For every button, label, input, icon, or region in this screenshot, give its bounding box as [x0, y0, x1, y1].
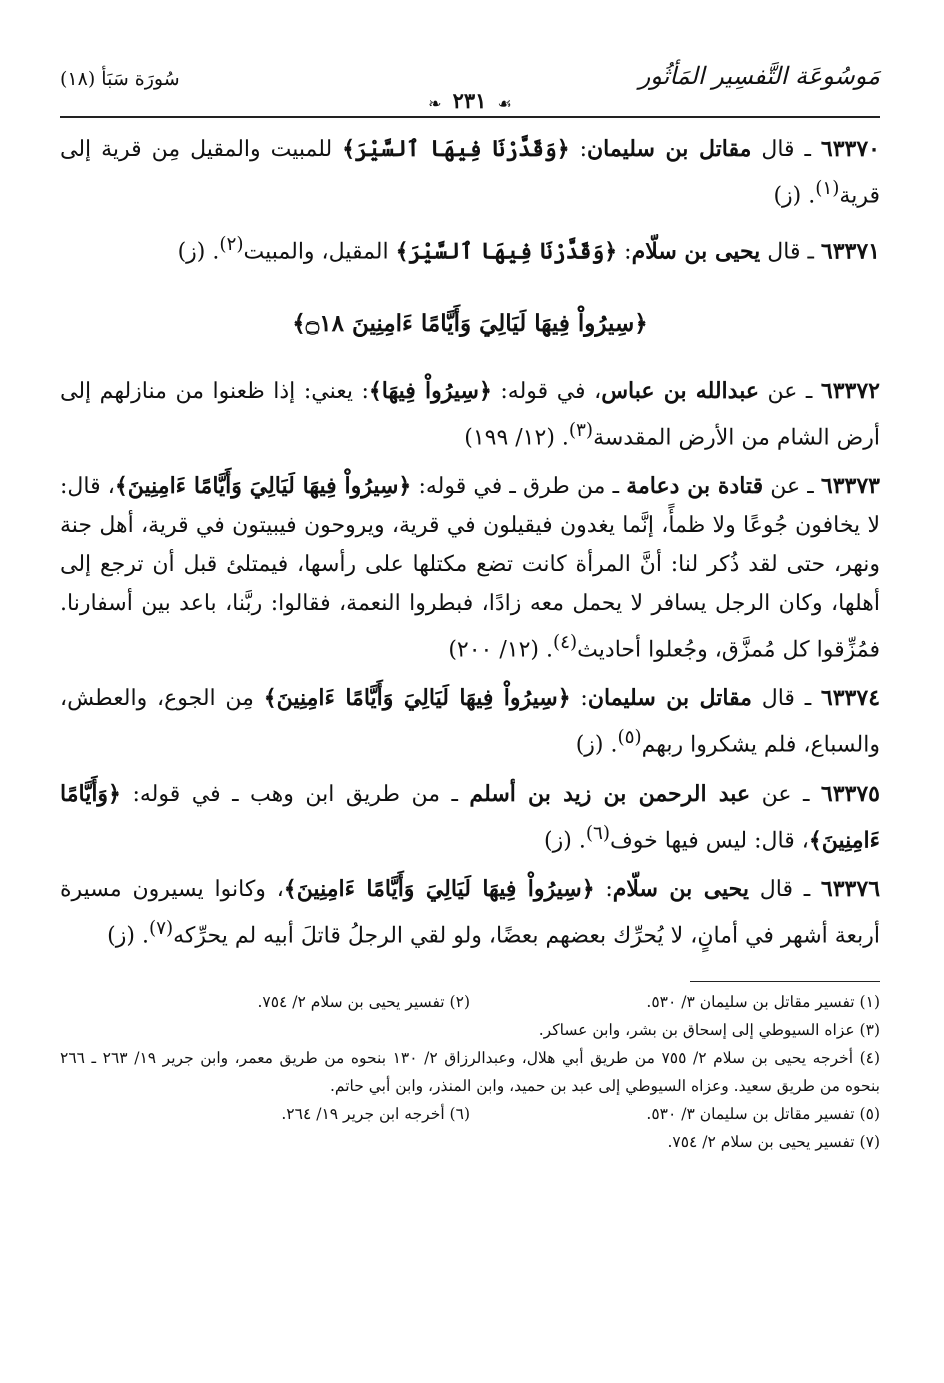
footnote: (٤) أخرجه يحيى بن سلام ٢/ ٧٥٥ من طريق أبي هلال، وعبدالرزاق ٢/ ١٣٠ بنحوه من طريق معمر، وابن جرير ١٩/ ٢٦٣ ـ ٢٦٦ بنحوه من طريق سعيد. وعزاه السيوطي إلى عبد بن حميد، وابن المنذر، وابن أبي حاتم.	[60, 1049, 881, 1096]
footnote-marker: (٤)	[553, 631, 578, 653]
footnote: (٢) تفسير يحيى بن سلام ٢/ ٧٥٤.	[257, 993, 470, 1012]
narrator-name: قتادة بن دعامة	[626, 472, 764, 499]
narration-entry: ٦٣٣٧٥ ـ عن عبد الرحمن بن زيد بن أسلم ـ من طريق ابن وهب ـ في قوله: ﴿وَأَيَّامًا ءَامِنِينَ﴾، قال: ليس فيها خوف$^{(٦)}$. (ز)	[60, 780, 880, 853]
narration-entry: ٦٣٣٧٦ ـ قال يحيى بن سلّام: ﴿سِيرُواْ فِيهَا لَيَالِيَ وَأَيَّامًا ءَامِنِينَ﴾، وكانوا يسيرون مسيرة أربعة أشهر في أمانٍ، لا يُحرِّك بعضهم بعضًا، ولو لقي الرجلُ قاتلَ أبيه لم يحرِّكه$^{(٧)}$. (ز)	[60, 875, 881, 949]
quran-quote: ﴿سِيرُواْ فِيهَا﴾	[368, 377, 492, 404]
narration-number: ٦٣٣٧٠	[820, 136, 880, 162]
verse-heading: ﴿سِيرُواْ فِيهَا لَيَالِيَ وَأَيَّامًا ءَامِنِينَ ۝١٨﴾	[292, 309, 648, 337]
footnote-marker: (٣)	[568, 419, 594, 441]
quran-quote: ﴿سِيرُواْ فِيهَا لَيَالِيَ وَأَيَّامًا ءَامِنِينَ﴾	[283, 875, 595, 902]
footnote-marker: (٧)	[148, 917, 174, 939]
quran-quote: ﴿سِيرُواْ فِيهَا لَيَالِيَ وَأَيَّامًا ءَامِنِينَ﴾	[263, 685, 571, 712]
header-rule	[60, 116, 880, 118]
footnote: (١) تفسير مقاتل بن سليمان ٣/ ٥٣٠.	[646, 993, 880, 1012]
narration-number: ٦٣٣٧٤	[820, 685, 881, 712]
quran-quote: ﴿وَقَدَّرْنَا فِيهَا ٱلسَّيْرَ﴾	[342, 136, 570, 162]
narration-entry: ٦٣٣٧٤ ـ قال مقاتل بن سليمان: ﴿سِيرُواْ فِيهَا لَيَالِيَ وَأَيَّامًا ءَامِنِينَ﴾ مِن الجوع، والعطش، والسباع، فلم يشكروا ربهم$^{(٥)}$. (ز)	[60, 685, 881, 758]
page-number: ٢٣١	[452, 88, 487, 113]
quran-quote: ﴿وَأَيَّامًا ءَامِنِينَ﴾	[60, 780, 880, 853]
commentary-body	[60, 130, 880, 1156]
footnote: (٦) أخرجه ابن جرير ١٩/ ٢٦٤.	[281, 1105, 470, 1124]
surah-label: سُورَة سَبَأ (١٨)	[60, 68, 180, 90]
footnote: (٥) تفسير مقاتل بن سليمان ٣/ ٥٣٠.	[646, 1105, 880, 1124]
narrator-name: يحيى بن سلّام	[631, 238, 761, 265]
footnote-marker: (٥)	[617, 727, 642, 749]
narration-number: ٦٣٣٧١	[820, 238, 880, 265]
narration-number: ٦٣٣٧٢	[820, 377, 880, 404]
ornament-icon: ☙	[497, 94, 512, 113]
book-title: مَوسُوعَة التَّفسِير المَأثُور	[638, 62, 880, 90]
narration-number: ٦٣٣٧٣	[820, 472, 880, 499]
narrator-name: مقاتل بن سليمان	[587, 685, 752, 712]
footnote-marker: (٢)	[219, 234, 244, 256]
narrator-name: عبد الرحمن بن زيد بن أسلم	[469, 780, 751, 807]
quran-quote: ﴿وَقَدَّرْنَا فِيهَا ٱلسَّيْرَ﴾	[395, 238, 618, 265]
narrator-name: يحيى بن سلّام	[612, 875, 749, 902]
footnote-marker: (٦)	[585, 822, 610, 844]
narrator-name: مقاتل بن سليمان	[586, 136, 752, 162]
page-header	[60, 40, 880, 112]
footnote: (٧) تفسير يحيى بن سلام ٢/ ٧٥٤.	[667, 1133, 880, 1152]
narration-entry: ٦٣٣٧٢ ـ عن عبدالله بن عباس، في قوله: ﴿سِيرُواْ فِيهَا﴾: يعني: إذا ظعنوا من منازلهم إلى أرض الشام من الأرض المقدسة$^{(٣)}$. (١٢/ ١٩٩)	[60, 377, 880, 450]
ornament-icon: ❧	[428, 94, 442, 113]
footnote-separator	[690, 981, 880, 982]
quran-quote: ﴿سِيرُواْ فِيهَا لَيَالِيَ وَأَيَّامًا ءَامِنِينَ﴾	[114, 472, 412, 499]
narration-number: ٦٣٣٧٥	[820, 780, 880, 807]
narration-entry: ٦٣٣٧٣ ـ عن قتادة بن دعامة ـ من طرق ـ في قوله: ﴿سِيرُواْ فِيهَا لَيَالِيَ وَأَيَّامًا ءَامِنِينَ﴾، قال: لا يخافون جُوعًا ولا ظمأً، إنَّما يغدون فيقيلون في قرية، ويروحون فيبيتون في قرية، أهل جنة ونهر، حتى لقد ذُكر لنا: أنَّ المرأة كانت تضع مكتلها على رأسها، فيمتلئ قبل أن ترجع إلى أهلها، وكان الرجل يسافر لا يحمل معه زادًا، فبطروا النعمة، فقالوا: ربَّنا، باعد بين أسفارنا. فمُزِّقوا كل مُمزَّق، وجُعلوا أحاديث$^{(٤)}$. (١٢/ ٢٠٠)	[60, 472, 880, 663]
narration-entry: ٦٣٣٧٠ ـ قال مقاتل بن سليمان: ﴿وَقَدَّرْنَا فِيهَا ٱلسَّيْرَ﴾ للمبيت والمقيل مِن قرية إلى قرية$^{(١)}$. (ز)	[60, 136, 880, 209]
footnote: (٣) عزاه السيوطي إلى إسحاق بن بشر، وابن عساكر.	[538, 1021, 880, 1040]
narrator-name: عبدالله بن عباس	[601, 377, 759, 404]
narration-number: ٦٣٣٧٦	[820, 875, 881, 902]
footnote-marker: (١)	[815, 178, 840, 199]
footnotes	[60, 988, 880, 1156]
narration-entry: ٦٣٣٧١ ـ قال يحيى بن سلّام: ﴿وَقَدَّرْنَا فِيهَا ٱلسَّيْرَ﴾ المقيل، والمبيت$^{(٢)}$. (ز)	[177, 234, 880, 265]
book-page	[60, 40, 880, 1156]
